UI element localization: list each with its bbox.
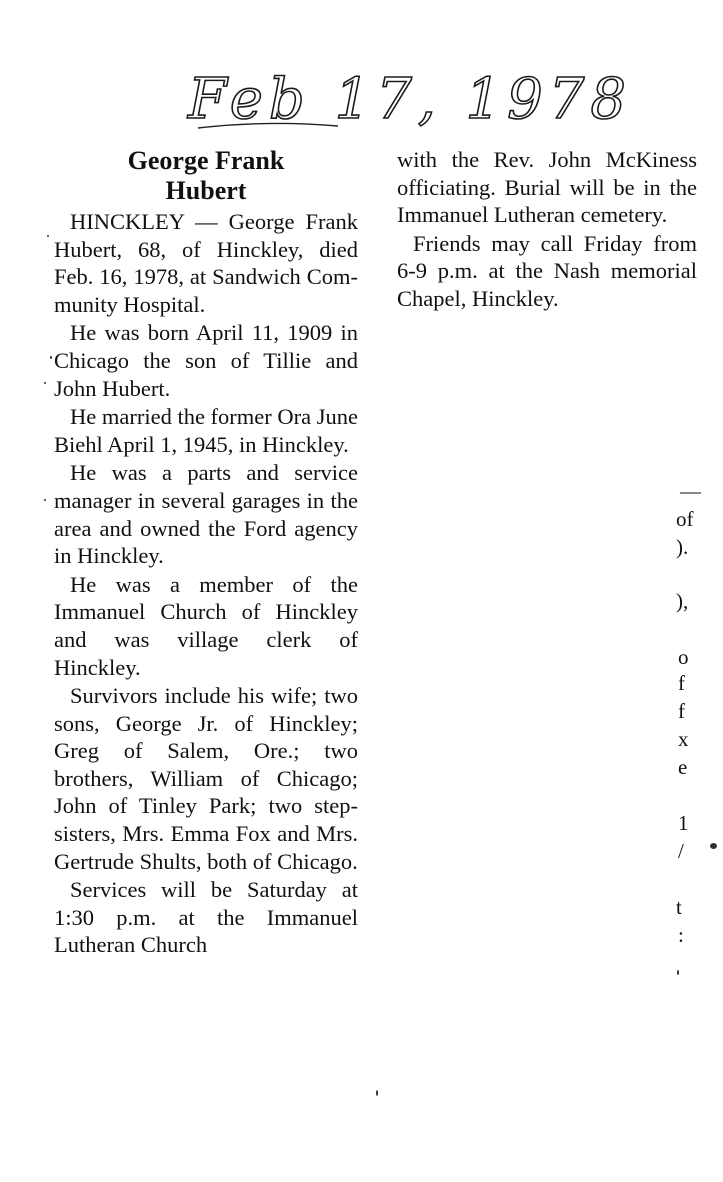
ink-speck — [50, 356, 52, 359]
ink-speck — [44, 382, 46, 384]
ink-speck — [710, 843, 717, 849]
edge-fragment: t — [676, 895, 682, 919]
edge-fragment: of — [676, 507, 694, 531]
paragraph-death-notice: HINCKLEY — George Frank Hubert, 68, of Hinckley, died Feb. 16, 1978, at Sandwich Community Hospital. — [54, 209, 358, 317]
edge-fragment: — — [680, 479, 701, 503]
adjacent-column-fragments — [662, 470, 702, 990]
edge-fragment: ), — [676, 589, 689, 613]
edge-fragment: x — [678, 727, 689, 751]
edge-fragment: e — [678, 755, 688, 779]
ink-speck — [376, 1090, 378, 1096]
obituary-headline — [54, 146, 358, 206]
headline-line-2: Hubert — [165, 176, 247, 205]
handwritten-date-text: Feb 17, 1978 — [188, 67, 632, 132]
paragraph-survivors: Survivors include his wife; two sons, George Jr. of Hinckley; Greg of Salem, Ore.; two brothers, William of Chicago; John of Tinley Park; two stepsisters, Mrs. Emma Fox and Mrs. Gertrude Shults, both of Chicago. — [54, 683, 358, 874]
obituary-right-column — [397, 146, 697, 313]
edge-fragment: f — [678, 671, 685, 695]
edge-fragment: : — [678, 923, 684, 947]
paragraph-membership: He was a member of the Immanuel Church of Hinckley and was village clerk of Hinckley. — [54, 571, 358, 680]
paragraph-career: He was a parts and service manager in several garages in the area and owned the Ford agency in Hinckley. — [54, 460, 358, 569]
edge-fragment: f — [678, 699, 685, 723]
edge-fragment: / — [678, 839, 684, 863]
ink-speck — [677, 970, 679, 975]
paragraph-services-continued: with the Rev. John McKiness officiating. Burial will be in the Immanuel Lutheran cemetery. — [397, 147, 697, 228]
edge-fragment: 1 — [678, 811, 689, 835]
paragraph-marriage: He married the former Ora June Biehl April 1, 1945, in Hinckley. — [54, 404, 358, 457]
handwritten-date-drawing — [188, 58, 632, 138]
obituary-left-column — [54, 146, 358, 959]
headline-line-1: George Frank — [127, 146, 285, 175]
paragraph-birth: He was born April 11, 1909 in Chicago the son of Tillie and John Hubert. — [54, 320, 358, 401]
paragraph-visitation: Friends may call Friday from 6-9 p.m. at the Nash memorial Chapel, Hinckley. — [397, 230, 697, 311]
ink-speck — [44, 499, 46, 501]
ink-speck — [47, 235, 49, 237]
paragraph-services: Services will be Saturday at 1:30 p.m. at the Immanuel Lutheran Church — [54, 877, 358, 958]
handwritten-date — [188, 58, 632, 138]
edge-fragment: o — [678, 645, 689, 669]
edge-fragment: ). — [676, 535, 689, 559]
